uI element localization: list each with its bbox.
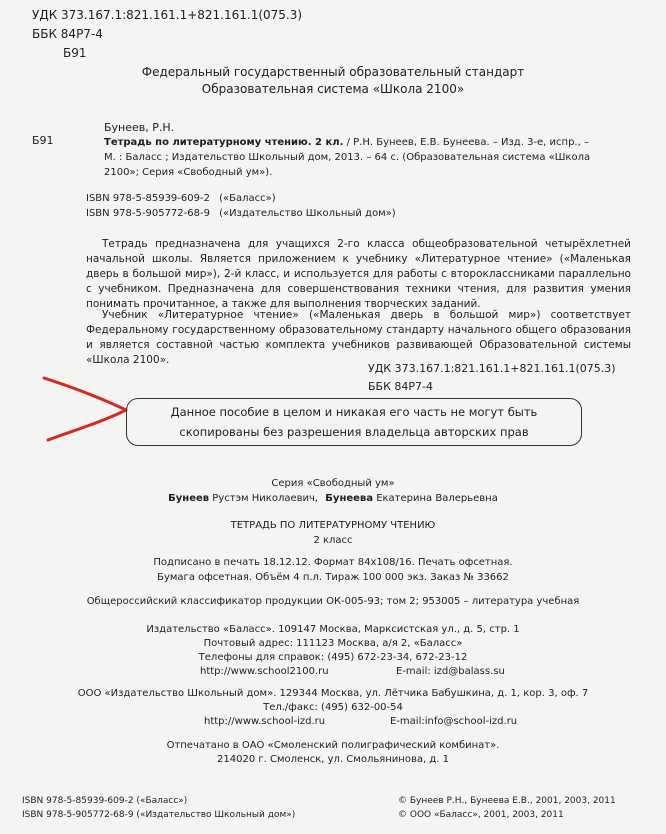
footer-isbn-1: ISBN 978-5-85939-609-2 («Баласс») (22, 796, 188, 806)
bbk-top: ББК 84Р7-4 (32, 27, 103, 41)
school-house-website[interactable]: http://www.school-izd.ru (204, 716, 326, 727)
series-name: Серия «Свободный ум» (271, 478, 395, 489)
signed-to-print: Подписано в печать 18.12.12. Формат 84х108/16. Печать офсетная. (153, 557, 513, 568)
footer-copyright-1: © Бунеев Р.Н., Бунеева Е.В., 2001, 2003, 2011 (398, 796, 616, 806)
notice-line-1: Данное пособие в целом и никакая его часть не могут быть (170, 405, 538, 419)
grade: 2 класс (313, 535, 353, 546)
copyright-notice-box (126, 398, 582, 446)
isbn-row (86, 193, 276, 204)
book-title: ТЕТРАДЬ ПО ЛИТЕРАТУРНОМУ ЧТЕНИЮ (230, 520, 436, 531)
standard-line-2: Образовательная система «Школа 2100» (201, 82, 465, 96)
description-paragraph-2: Учебник «Литературное чтение» («Маленькая дверь в большой мир») соответствует Федеральному государственному образовательному стандарту начального общего образования и является составной частью комплекта учебников развивающей Образовательной системы «Школа 2100». (86, 309, 631, 366)
school-house-email[interactable]: E-mail:info@school-izd.ru (390, 716, 518, 727)
printer-line-2: 214020 г. Смоленск, ул. Смольянинова, д. 1 (217, 754, 449, 765)
authors-line (0, 493, 666, 504)
balass-website[interactable]: http://www.school2100.ru (200, 666, 329, 677)
bibliography-title: Тетрадь по литературному чтению. 2 кл. (104, 137, 344, 148)
footer-isbn-2: ISBN 978-5-905772-68-9 («Издательство Школьный дом») (22, 810, 296, 820)
author-1-name: Рустэм Николаевич, (212, 493, 319, 504)
notice-line-2: скопированы без разрешения владельца авторских прав (179, 425, 529, 439)
red-arrow-mark (40, 370, 130, 445)
isbn-number: ISBN 978-5-85939-609-2 (86, 193, 210, 204)
balass-address: Издательство «Баласс». 109147 Москва, Марксистская ул., д. 5, стр. 1 (146, 624, 520, 635)
bibliography-code: Б91 (32, 134, 54, 147)
author-2-surname: Бунеева (325, 493, 373, 504)
balass-email[interactable]: E-mail: izd@balass.su (396, 666, 505, 677)
product-classifier: Общероссийский классификатор продукции ОК-005-93; том 2; 953005 – литература учебная (86, 596, 580, 607)
isbn-row (86, 208, 396, 219)
author-code-top: Б91 (63, 46, 87, 60)
bibliography-line-3: 2100»; Серия «Свободный ум»). (104, 167, 273, 178)
school-house-phone: Тел./факс: (495) 632-00-54 (263, 702, 403, 713)
footer-copyright-2: © ООО «Баласс», 2001, 2003, 2011 (398, 810, 564, 820)
bbk-right: ББК 84Р7-4 (368, 380, 433, 393)
school-house-address: ООО «Издательство Школьный дом». 129344 Москва, ул. Лётчика Бабушкина, д. 1, кор. 3, оф. 7 (77, 688, 589, 699)
bibliography-rest: / Р.Н. Бунеев, Е.В. Бунеева. – Изд. 3-е, испр., – (346, 137, 589, 148)
isbn-publisher: («Издательство Школьный дом») (219, 208, 396, 219)
paper-info: Бумага офсетная. Объём 4 п.л. Тираж 100 000 экз. Заказ № 33662 (157, 572, 509, 583)
balass-postal: Почтовый адрес: 111123 Москва, а/я 2, «Баласс» (203, 638, 463, 649)
balass-phones: Телефоны для справок: (495) 672-23-34, 672-23-12 (198, 652, 468, 663)
standard-line-1: Федеральный государственный образовательный стандарт (141, 65, 525, 79)
author-2-name: Екатерина Валерьевна (376, 493, 498, 504)
isbn-publisher: («Баласс») (219, 193, 276, 204)
isbn-number: ISBN 978-5-905772-68-9 (86, 208, 210, 219)
bibliography-line-2: М. : Баласс ; Издательство Школьный дом, 2013. – 64 с. (Образовательная система «Школа (104, 152, 591, 163)
bibliography-line-1 (104, 137, 589, 148)
udk-right: УДК 373.167.1:821.161.1+821.161.1(075.3) (368, 362, 616, 375)
udk-top: УДК 373.167.1:821.161.1+821.161.1(075.3) (32, 8, 303, 22)
bibliography-author: Бунеев, Р.Н. (104, 121, 175, 134)
description-paragraph-1: Тетрадь предназначена для учащихся 2-го класса общеобразовательной четырёхлетней начальной школы. Является приложением к учебнику «Литературное чтение» («Маленькая дверь в большой мир»), 2-й класс, и используется для работы с второклассниками параллельно с учебником. Предназначена для совершенствования техники чтения, для развития умения понимать прочитанное, а также для выполнения творческих заданий. (86, 238, 631, 310)
printer-line-1: Отпечатано в ОАО «Смоленский полиграфический комбинат». (166, 740, 500, 751)
author-1-surname: Бунеев (168, 493, 210, 504)
